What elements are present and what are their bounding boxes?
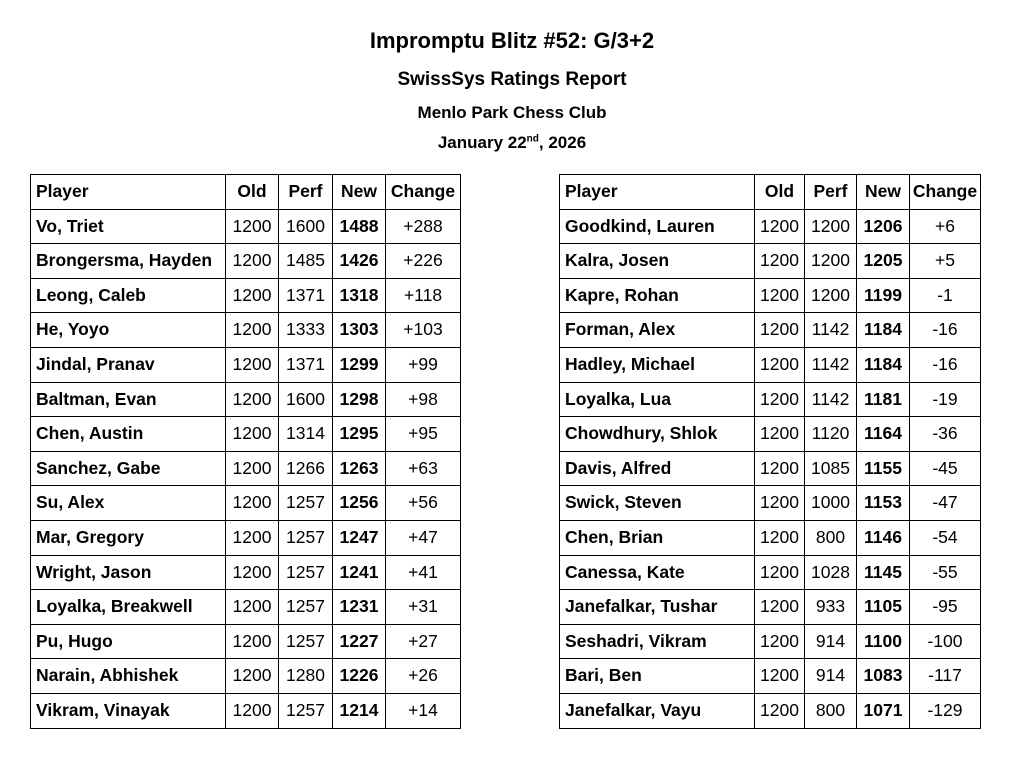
rating-change: +31 <box>386 590 461 625</box>
player-name: Swick, Steven <box>560 486 755 521</box>
player-name: Chen, Brian <box>560 520 755 555</box>
perf-rating: 1371 <box>279 347 333 382</box>
old-rating: 1200 <box>755 555 805 590</box>
player-name: Loyalka, Breakwell <box>31 590 226 625</box>
col-header-old: Old <box>755 175 805 210</box>
new-rating: 1146 <box>857 520 910 555</box>
ratings-table-right <box>559 174 981 729</box>
col-header-change: Change <box>386 175 461 210</box>
new-rating: 1105 <box>857 590 910 625</box>
table-row <box>560 624 981 659</box>
table-row <box>31 693 461 728</box>
rating-change: -55 <box>910 555 981 590</box>
new-rating: 1247 <box>333 520 386 555</box>
new-rating: 1145 <box>857 555 910 590</box>
perf-rating: 914 <box>805 624 857 659</box>
table-row <box>31 520 461 555</box>
new-rating: 1199 <box>857 278 910 313</box>
table-row <box>560 244 981 279</box>
table-row <box>560 209 981 244</box>
player-name: Vikram, Vinayak <box>31 693 226 728</box>
new-rating: 1263 <box>333 451 386 486</box>
new-rating: 1256 <box>333 486 386 521</box>
player-name: Janefalkar, Tushar <box>560 590 755 625</box>
new-rating: 1298 <box>333 382 386 417</box>
new-rating: 1083 <box>857 659 910 694</box>
table-row <box>31 659 461 694</box>
table-row <box>560 520 981 555</box>
rating-change: -129 <box>910 693 981 728</box>
perf-rating: 1280 <box>279 659 333 694</box>
old-rating: 1200 <box>226 659 279 694</box>
col-header-player: Player <box>31 175 226 210</box>
new-rating: 1231 <box>333 590 386 625</box>
table-row <box>560 347 981 382</box>
date-prefix: January 22 <box>437 133 527 152</box>
perf-rating: 1600 <box>279 382 333 417</box>
table-row <box>560 590 981 625</box>
old-rating: 1200 <box>755 278 805 313</box>
old-rating: 1200 <box>755 624 805 659</box>
table-row <box>560 486 981 521</box>
report-subtitle: SwissSys Ratings Report <box>397 69 627 90</box>
table-row <box>560 555 981 590</box>
old-rating: 1200 <box>755 244 805 279</box>
player-name: Bari, Ben <box>560 659 755 694</box>
old-rating: 1200 <box>226 590 279 625</box>
table-row <box>31 347 461 382</box>
table-row <box>560 417 981 452</box>
player-name: Loyalka, Lua <box>560 382 755 417</box>
rating-change: -117 <box>910 659 981 694</box>
perf-rating: 1314 <box>279 417 333 452</box>
old-rating: 1200 <box>755 313 805 348</box>
old-rating: 1200 <box>755 382 805 417</box>
player-name: Wright, Jason <box>31 555 226 590</box>
col-header-perf: Perf <box>805 175 857 210</box>
player-name: Hadley, Michael <box>560 347 755 382</box>
old-rating: 1200 <box>755 451 805 486</box>
perf-rating: 1257 <box>279 520 333 555</box>
perf-rating: 1142 <box>805 347 857 382</box>
old-rating: 1200 <box>226 417 279 452</box>
new-rating: 1184 <box>857 347 910 382</box>
perf-rating: 1257 <box>279 486 333 521</box>
col-header-perf: Perf <box>279 175 333 210</box>
rating-change: +14 <box>386 693 461 728</box>
new-rating: 1184 <box>857 313 910 348</box>
new-rating: 1299 <box>333 347 386 382</box>
rating-change: -95 <box>910 590 981 625</box>
old-rating: 1200 <box>755 520 805 555</box>
new-rating: 1295 <box>333 417 386 452</box>
perf-rating: 1485 <box>279 244 333 279</box>
table-row <box>31 382 461 417</box>
player-name: Canessa, Kate <box>560 555 755 590</box>
col-header-change: Change <box>910 175 981 210</box>
table-row <box>560 659 981 694</box>
old-rating: 1200 <box>226 693 279 728</box>
table-row <box>31 590 461 625</box>
rating-change: -36 <box>910 417 981 452</box>
table-header-row <box>31 175 461 210</box>
perf-rating: 800 <box>805 520 857 555</box>
player-name: Kapre, Rohan <box>560 278 755 313</box>
new-rating: 1071 <box>857 693 910 728</box>
rating-change: +226 <box>386 244 461 279</box>
rating-change: +27 <box>386 624 461 659</box>
player-name: Mar, Gregory <box>31 520 226 555</box>
old-rating: 1200 <box>226 486 279 521</box>
perf-rating: 1257 <box>279 555 333 590</box>
old-rating: 1200 <box>226 624 279 659</box>
table-row <box>560 313 981 348</box>
perf-rating: 1333 <box>279 313 333 348</box>
player-name: Seshadri, Vikram <box>560 624 755 659</box>
new-rating: 1100 <box>857 624 910 659</box>
rating-change: +47 <box>386 520 461 555</box>
rating-change: -16 <box>910 313 981 348</box>
player-name: Vo, Triet <box>31 209 226 244</box>
table-row <box>560 693 981 728</box>
old-rating: 1200 <box>755 590 805 625</box>
club-name: Menlo Park Chess Club <box>417 103 607 122</box>
player-name: Forman, Alex <box>560 313 755 348</box>
player-name: Narain, Abhishek <box>31 659 226 694</box>
old-rating: 1200 <box>226 278 279 313</box>
ratings-table-left <box>30 174 461 729</box>
col-header-player: Player <box>560 175 755 210</box>
new-rating: 1303 <box>333 313 386 348</box>
new-rating: 1426 <box>333 244 386 279</box>
perf-rating: 1200 <box>805 278 857 313</box>
player-name: Baltman, Evan <box>31 382 226 417</box>
old-rating: 1200 <box>755 693 805 728</box>
table-row <box>31 209 461 244</box>
perf-rating: 1257 <box>279 624 333 659</box>
old-rating: 1200 <box>226 313 279 348</box>
new-rating: 1153 <box>857 486 910 521</box>
rating-change: -54 <box>910 520 981 555</box>
old-rating: 1200 <box>226 209 279 244</box>
new-rating: 1181 <box>857 382 910 417</box>
perf-rating: 1120 <box>805 417 857 452</box>
col-header-new: New <box>857 175 910 210</box>
old-rating: 1200 <box>755 486 805 521</box>
old-rating: 1200 <box>755 209 805 244</box>
table-body-left <box>31 209 461 728</box>
new-rating: 1164 <box>857 417 910 452</box>
new-rating: 1241 <box>333 555 386 590</box>
rating-change: +6 <box>910 209 981 244</box>
table-row <box>31 417 461 452</box>
player-name: Kalra, Josen <box>560 244 755 279</box>
player-name: Leong, Caleb <box>31 278 226 313</box>
report-date <box>0 133 1024 153</box>
new-rating: 1206 <box>857 209 910 244</box>
old-rating: 1200 <box>226 347 279 382</box>
old-rating: 1200 <box>226 520 279 555</box>
new-rating: 1155 <box>857 451 910 486</box>
date-rest: , 2026 <box>538 133 587 152</box>
perf-rating: 1142 <box>805 382 857 417</box>
rating-change: +103 <box>386 313 461 348</box>
date-ordinal: nd <box>526 133 539 145</box>
perf-rating: 1028 <box>805 555 857 590</box>
perf-rating: 914 <box>805 659 857 694</box>
player-name: Chen, Austin <box>31 417 226 452</box>
perf-rating: 933 <box>805 590 857 625</box>
new-rating: 1214 <box>333 693 386 728</box>
perf-rating: 1142 <box>805 313 857 348</box>
rating-change: +98 <box>386 382 461 417</box>
table-header-row <box>560 175 981 210</box>
rating-change: +288 <box>386 209 461 244</box>
table-row <box>31 451 461 486</box>
perf-rating: 1000 <box>805 486 857 521</box>
table-row <box>31 555 461 590</box>
table-row <box>31 244 461 279</box>
player-name: Pu, Hugo <box>31 624 226 659</box>
old-rating: 1200 <box>226 555 279 590</box>
perf-rating: 1085 <box>805 451 857 486</box>
player-name: Jindal, Pranav <box>31 347 226 382</box>
player-name: Chowdhury, Shlok <box>560 417 755 452</box>
rating-change: +63 <box>386 451 461 486</box>
rating-change: -16 <box>910 347 981 382</box>
perf-rating: 1371 <box>279 278 333 313</box>
old-rating: 1200 <box>226 382 279 417</box>
player-name: Davis, Alfred <box>560 451 755 486</box>
rating-change: +5 <box>910 244 981 279</box>
table-row <box>560 382 981 417</box>
table-row <box>560 451 981 486</box>
old-rating: 1200 <box>755 417 805 452</box>
rating-change: -45 <box>910 451 981 486</box>
player-name: Sanchez, Gabe <box>31 451 226 486</box>
old-rating: 1200 <box>226 244 279 279</box>
player-name: Janefalkar, Vayu <box>560 693 755 728</box>
player-name: Brongersma, Hayden <box>31 244 226 279</box>
old-rating: 1200 <box>755 659 805 694</box>
perf-rating: 1200 <box>805 209 857 244</box>
perf-rating: 1257 <box>279 590 333 625</box>
player-name: Su, Alex <box>31 486 226 521</box>
perf-rating: 1200 <box>805 244 857 279</box>
rating-change: +99 <box>386 347 461 382</box>
player-name: He, Yoyo <box>31 313 226 348</box>
perf-rating: 1266 <box>279 451 333 486</box>
table-body-right <box>560 209 981 728</box>
rating-change: -100 <box>910 624 981 659</box>
table-row <box>31 624 461 659</box>
table-row <box>31 313 461 348</box>
table-row <box>31 278 461 313</box>
old-rating: 1200 <box>755 347 805 382</box>
rating-change: +41 <box>386 555 461 590</box>
rating-change: -1 <box>910 278 981 313</box>
player-name: Goodkind, Lauren <box>560 209 755 244</box>
table-row <box>560 278 981 313</box>
perf-rating: 1257 <box>279 693 333 728</box>
col-header-new: New <box>333 175 386 210</box>
perf-rating: 800 <box>805 693 857 728</box>
rating-change: -47 <box>910 486 981 521</box>
new-rating: 1205 <box>857 244 910 279</box>
table-row <box>31 486 461 521</box>
new-rating: 1488 <box>333 209 386 244</box>
new-rating: 1226 <box>333 659 386 694</box>
new-rating: 1318 <box>333 278 386 313</box>
rating-change: +26 <box>386 659 461 694</box>
col-header-old: Old <box>226 175 279 210</box>
rating-change: +95 <box>386 417 461 452</box>
rating-change: +56 <box>386 486 461 521</box>
old-rating: 1200 <box>226 451 279 486</box>
new-rating: 1227 <box>333 624 386 659</box>
rating-change: -19 <box>910 382 981 417</box>
perf-rating: 1600 <box>279 209 333 244</box>
report-title: Impromptu Blitz #52: G/3+2 <box>369 28 655 53</box>
rating-change: +118 <box>386 278 461 313</box>
